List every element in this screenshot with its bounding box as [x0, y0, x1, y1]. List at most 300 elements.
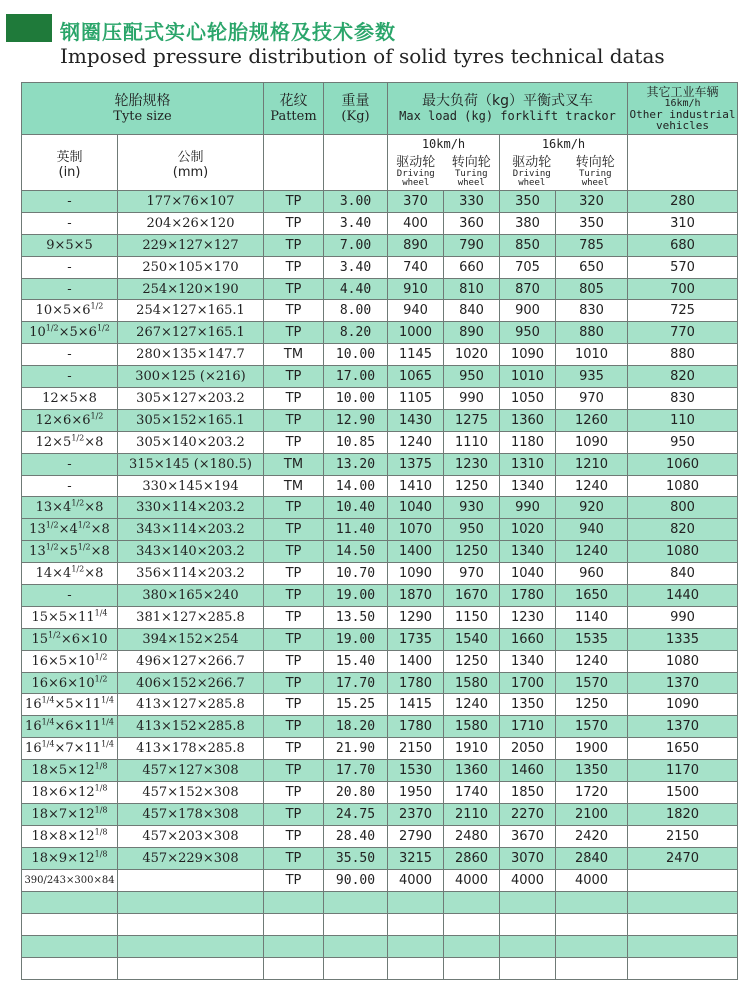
inch-main: -: [67, 369, 72, 385]
weight-cell: 7.00: [324, 234, 388, 256]
pattern-cell: TP: [264, 803, 324, 825]
blank-cell: [264, 935, 324, 957]
metric-cell: 330×145×194: [118, 475, 264, 497]
weight-cell: 90.00: [324, 869, 388, 891]
pattern-cell: TP: [264, 869, 324, 891]
drive-10-cell: 1410: [388, 475, 444, 497]
inch-cell: [22, 628, 118, 650]
weight-cell: 19.00: [324, 628, 388, 650]
drive-16-cell: 2050: [500, 738, 556, 760]
metric-cell: 305×140×203.2: [118, 431, 264, 453]
turn-10-cell: 330: [444, 191, 500, 213]
metric-cell: 413×178×285.8: [118, 738, 264, 760]
inch-sup: 1/2: [71, 433, 85, 443]
blank-cell: [324, 935, 388, 957]
weight-header: 重量 (Kg): [324, 83, 388, 135]
inch-main: 13: [29, 522, 46, 538]
weight-cell: 15.40: [324, 650, 388, 672]
turn-10-cell: 1670: [444, 585, 500, 607]
inch-main: -: [67, 587, 72, 603]
other-vehicles-cell: 1650: [628, 738, 738, 760]
blank-cell: [500, 935, 556, 957]
other-vehicles-cell: 950: [628, 431, 738, 453]
turn-16-cell: 320: [556, 191, 628, 213]
turn-16-cell: 1010: [556, 344, 628, 366]
metric-cell: 177×76×107: [118, 191, 264, 213]
blank-cell: [444, 913, 500, 935]
pattern-cell: TP: [264, 278, 324, 300]
drive-16-cell: 1780: [500, 585, 556, 607]
turn-10-cell: 930: [444, 497, 500, 519]
metric-cell: 204×26×120: [118, 212, 264, 234]
inch-sup: 1/4: [41, 739, 55, 749]
turn-16-cell: 1250: [556, 694, 628, 716]
turn-10-cell: 890: [444, 322, 500, 344]
pattern-cell: TP: [264, 519, 324, 541]
turn-10-cell: 660: [444, 256, 500, 278]
table-row: [22, 191, 738, 213]
other-vehicles-cell: 680: [628, 234, 738, 256]
drive-16-cell: 1710: [500, 716, 556, 738]
weight-cell: 8.20: [324, 322, 388, 344]
inch-cell: [22, 212, 118, 234]
weight-cell: 10.40: [324, 497, 388, 519]
blank-cell: [22, 891, 118, 913]
blank-cell: [444, 891, 500, 913]
inch-sup: 1/2: [45, 542, 59, 552]
table-row: [22, 803, 738, 825]
table-row: [22, 453, 738, 475]
pattern-cell: TP: [264, 191, 324, 213]
metric-cell: 300×125 (×216): [118, 366, 264, 388]
other-vehicles-cell: 570: [628, 256, 738, 278]
table-row: [22, 782, 738, 804]
pattern-header: 花纹 Pattem: [264, 83, 324, 135]
pattern-cell: TP: [264, 782, 324, 804]
turn-16-cell: 2100: [556, 803, 628, 825]
turn-10-cell: 1230: [444, 453, 500, 475]
drive-10-cell: 940: [388, 300, 444, 322]
inch-tail: ×5×11: [54, 697, 102, 713]
turn-16-cell: 1090: [556, 431, 628, 453]
turn-10-cell: 1110: [444, 431, 500, 453]
metric-cell: 229×127×127: [118, 234, 264, 256]
inch-main: 18×6×12: [31, 784, 95, 800]
turn-10-cell: 4000: [444, 869, 500, 891]
inch-main: 16: [25, 741, 42, 757]
tyre-spec-table: [21, 82, 738, 980]
drive-10-cell: 2370: [388, 803, 444, 825]
blank-cell: [388, 957, 444, 979]
metric-cell: 305×127×203.2: [118, 388, 264, 410]
turn-16-cell: 830: [556, 300, 628, 322]
other-vehicles-cell: 2150: [628, 825, 738, 847]
weight-cell: 17.70: [324, 672, 388, 694]
turn-10-cell: 1580: [444, 672, 500, 694]
pattern-cell: TP: [264, 366, 324, 388]
table-row: [22, 585, 738, 607]
other-vehicles-cell: 1090: [628, 694, 738, 716]
metric-cell: 330×114×203.2: [118, 497, 264, 519]
metric-cell: 280×135×147.7: [118, 344, 264, 366]
inch-cell: [22, 606, 118, 628]
inch-main: 12×5×8: [42, 390, 97, 406]
turn-16-cell: 1140: [556, 606, 628, 628]
weight-cell: 10.00: [324, 344, 388, 366]
turn-10-cell: 2110: [444, 803, 500, 825]
blank-cell: [444, 957, 500, 979]
drive-10-cell: 740: [388, 256, 444, 278]
table-row: [22, 300, 738, 322]
turn-16-cell: 1350: [556, 760, 628, 782]
table-row: [22, 606, 738, 628]
other-vehicles-header: 其它工业车辆 16km/h Other industrial vehicles: [628, 83, 738, 135]
inch-cell: [22, 431, 118, 453]
metric-cell: 413×127×285.8: [118, 694, 264, 716]
table-row: [22, 541, 738, 563]
inch-cell: [22, 825, 118, 847]
inch-main: 9×5×5: [46, 237, 93, 253]
inch-cell: [22, 388, 118, 410]
tyre-size-header: 轮胎规格 Tyte size: [22, 83, 264, 135]
other-vehicles-cell: 280: [628, 191, 738, 213]
inch-main: -: [67, 259, 72, 275]
drive-16-cell: 3070: [500, 847, 556, 869]
pattern-cell: TP: [264, 541, 324, 563]
weight-cell: 8.00: [324, 300, 388, 322]
blank-cell: [628, 935, 738, 957]
drive-16-cell: 1340: [500, 650, 556, 672]
metric-cell: 380×165×240: [118, 585, 264, 607]
turn-16-cell: 1720: [556, 782, 628, 804]
turn-10-cell: 2480: [444, 825, 500, 847]
turn-16-cell: 1650: [556, 585, 628, 607]
other-vehicles-cell: 820: [628, 519, 738, 541]
drive-10-cell: 2790: [388, 825, 444, 847]
weight-cell: 14.50: [324, 541, 388, 563]
blank-cell: [22, 935, 118, 957]
blank-row: [22, 935, 738, 957]
inch-cell: [22, 409, 118, 431]
drive-16-cell: 900: [500, 300, 556, 322]
drive-10-cell: 1145: [388, 344, 444, 366]
drive-16-cell: 1850: [500, 782, 556, 804]
turn-16-cell: 2840: [556, 847, 628, 869]
table-row: [22, 278, 738, 300]
turn-16-cell: 785: [556, 234, 628, 256]
drive-16-cell: 1230: [500, 606, 556, 628]
table-row: [22, 716, 738, 738]
metric-cell: 250×105×170: [118, 256, 264, 278]
drive-16-cell: 1340: [500, 541, 556, 563]
weight-cell: 35.50: [324, 847, 388, 869]
weight-cell: 13.20: [324, 453, 388, 475]
inch-main: 12×5: [35, 434, 72, 450]
drive-10-cell: 1415: [388, 694, 444, 716]
drive-16-cell: 1700: [500, 672, 556, 694]
turn-10-cell: 1250: [444, 541, 500, 563]
table-row: [22, 869, 738, 891]
inch-cell: [22, 760, 118, 782]
pattern-cell: TM: [264, 475, 324, 497]
weight-cell: 18.20: [324, 716, 388, 738]
table-row: [22, 738, 738, 760]
table-row: [22, 322, 738, 344]
metric-cell: [118, 869, 264, 891]
page-title-en: Imposed pressure distribution of solid tyres technical datas: [60, 44, 665, 68]
turn-16-cell: 1240: [556, 475, 628, 497]
blank-cell: [264, 891, 324, 913]
inch-tail: ×5: [58, 544, 78, 560]
drive-16-cell: 870: [500, 278, 556, 300]
inch-sup: 1/2: [45, 520, 59, 530]
other-vehicles-cell: 1060: [628, 453, 738, 475]
table-row: [22, 344, 738, 366]
inch-sup: 1/2: [94, 674, 108, 684]
metric-subheader: 公制 (mm): [118, 135, 264, 191]
pattern-cell: TP: [264, 256, 324, 278]
turn-16-cell: 1570: [556, 716, 628, 738]
blank-cell: [500, 891, 556, 913]
inch-sup: 1/2: [71, 564, 85, 574]
inch-tail: ×8: [84, 500, 104, 516]
pattern-cell: TP: [264, 563, 324, 585]
metric-cell: 457×152×308: [118, 782, 264, 804]
weight-cell: 4.40: [324, 278, 388, 300]
turn-10-cell: 810: [444, 278, 500, 300]
inch-cell: [22, 694, 118, 716]
drive-16-cell: 350: [500, 191, 556, 213]
other-vehicles-cell: 800: [628, 497, 738, 519]
blank-cell: [500, 913, 556, 935]
pattern-cell: TP: [264, 694, 324, 716]
pattern-cell: TP: [264, 716, 324, 738]
turn-16-cell: 1260: [556, 409, 628, 431]
inch-cell: [22, 847, 118, 869]
turn-16-cell: 920: [556, 497, 628, 519]
inch-main: 13: [29, 544, 46, 560]
pattern-cell: TP: [264, 606, 324, 628]
drive-16-cell: 1360: [500, 409, 556, 431]
metric-cell: 406×152×266.7: [118, 672, 264, 694]
pattern-cell: TP: [264, 628, 324, 650]
inch-cell: [22, 585, 118, 607]
inch-main: 16×5×10: [31, 653, 95, 669]
turn-10-cell: 1250: [444, 475, 500, 497]
weight-cell: 12.90: [324, 409, 388, 431]
weight-cell: 21.90: [324, 738, 388, 760]
table-row: [22, 409, 738, 431]
inch-cell: [22, 366, 118, 388]
blank-cell: [118, 891, 264, 913]
drive-16-cell: 1350: [500, 694, 556, 716]
inch-tail: ×8: [90, 544, 110, 560]
table-row: [22, 497, 738, 519]
turn-16-cell: 1240: [556, 650, 628, 672]
inch-sup: 1/8: [94, 849, 108, 859]
drive-10-cell: 1065: [388, 366, 444, 388]
inch-tail: ×7×11: [54, 741, 102, 757]
blank-cell: [556, 891, 628, 913]
inch-cell: [22, 453, 118, 475]
inch-tail: ×5×6: [58, 325, 97, 341]
pattern-cell: TP: [264, 847, 324, 869]
turn-16-cell: 4000: [556, 869, 628, 891]
turn-10-cell: 950: [444, 519, 500, 541]
table-row: [22, 256, 738, 278]
turn-10-cell: 790: [444, 234, 500, 256]
other-vehicles-cell: 1820: [628, 803, 738, 825]
table-row: [22, 760, 738, 782]
turn-16-cell: 940: [556, 519, 628, 541]
inch-main: -: [67, 478, 72, 494]
other-vehicles-cell: 1440: [628, 585, 738, 607]
drive-10-cell: 890: [388, 234, 444, 256]
pattern-cell: TP: [264, 760, 324, 782]
turn-10-cell: 1360: [444, 760, 500, 782]
inch-sup: 1/4: [101, 717, 114, 727]
other-vehicles-cell: 1080: [628, 541, 738, 563]
turn-10-cell: 990: [444, 388, 500, 410]
drive-16-cell: 380: [500, 212, 556, 234]
turn-10-cell: 970: [444, 563, 500, 585]
inch-cell: [22, 322, 118, 344]
pattern-cell: TP: [264, 650, 324, 672]
inch-cell: [22, 803, 118, 825]
metric-cell: 356×114×203.2: [118, 563, 264, 585]
inch-main: 18×8×12: [31, 828, 95, 844]
inch-sup: 1/4: [41, 696, 55, 706]
inch-cell: [22, 475, 118, 497]
turn-10-cell: 1250: [444, 650, 500, 672]
inch-cell: [22, 738, 118, 760]
other-vehicles-cell: 820: [628, 366, 738, 388]
pattern-cell: TP: [264, 300, 324, 322]
metric-cell: 457×127×308: [118, 760, 264, 782]
inch-cell: [22, 869, 118, 891]
turn-16-cell: 935: [556, 366, 628, 388]
table-row: [22, 847, 738, 869]
blank-cell: [118, 935, 264, 957]
turn-10-cell: 1150: [444, 606, 500, 628]
drive-16-cell: 705: [500, 256, 556, 278]
weight-cell: 11.40: [324, 519, 388, 541]
inch-sup: 1/4: [101, 696, 114, 706]
other-vehicles-cell: 1370: [628, 672, 738, 694]
blank-cell: [118, 913, 264, 935]
inch-main: 13×4: [35, 500, 72, 516]
turn-10-cell: 1540: [444, 628, 500, 650]
turn-16-cell: 1900: [556, 738, 628, 760]
table-row: [22, 825, 738, 847]
turn-10-subheader: 转向轮 Turing wheel: [451, 155, 491, 188]
pattern-subheader-blank: [264, 135, 324, 191]
drive-10-cell: 1430: [388, 409, 444, 431]
drive-10-cell: 1240: [388, 431, 444, 453]
inch-cell: [22, 716, 118, 738]
other-vehicles-cell: 830: [628, 388, 738, 410]
metric-cell: 267×127×165.1: [118, 322, 264, 344]
table-row: [22, 475, 738, 497]
drive-10-cell: 1870: [388, 585, 444, 607]
other-vehicles-cell: 990: [628, 606, 738, 628]
inch-cell: [22, 278, 118, 300]
inch-main: -: [67, 347, 72, 363]
other-vehicles-cell: 110: [628, 409, 738, 431]
inch-main: 15×5×11: [31, 609, 95, 625]
blank-cell: [628, 913, 738, 935]
drive-10-cell: 4000: [388, 869, 444, 891]
table-row: [22, 519, 738, 541]
inch-main: 10×5×6: [35, 303, 91, 319]
inch-cell: [22, 650, 118, 672]
other-vehicles-cell: 1370: [628, 716, 738, 738]
turn-10-cell: 950: [444, 366, 500, 388]
speed-16-group: 16km/h 驱动轮 Driving wheel 转向轮 Turing wheel: [500, 135, 628, 191]
weight-cell: 10.00: [324, 388, 388, 410]
inch-main: 18×9×12: [31, 850, 95, 866]
inch-cell: [22, 541, 118, 563]
other-vehicles-cell: 770: [628, 322, 738, 344]
inch-cell: [22, 672, 118, 694]
drive-16-cell: 1310: [500, 453, 556, 475]
inch-subheader: 英制 (in): [22, 135, 118, 191]
pattern-cell: TP: [264, 497, 324, 519]
other-vehicles-cell: 310: [628, 212, 738, 234]
inch-sup: 1/2: [90, 411, 104, 421]
table-row: [22, 388, 738, 410]
blank-cell: [556, 957, 628, 979]
metric-cell: 343×140×203.2: [118, 541, 264, 563]
drive-10-subheader: 驱动轮 Driving wheel: [396, 155, 436, 188]
blank-cell: [324, 913, 388, 935]
metric-cell: 457×229×308: [118, 847, 264, 869]
drive-10-cell: 1400: [388, 650, 444, 672]
blank-cell: [556, 935, 628, 957]
inch-sup: 1/2: [94, 652, 108, 662]
inch-cell: [22, 782, 118, 804]
turn-10-cell: 1275: [444, 409, 500, 431]
blank-cell: [118, 957, 264, 979]
blank-cell: [444, 935, 500, 957]
other-vehicles-cell: 725: [628, 300, 738, 322]
table-row: [22, 234, 738, 256]
turn-10-cell: 2860: [444, 847, 500, 869]
inch-main: 16: [25, 719, 42, 735]
metric-cell: 343×114×203.2: [118, 519, 264, 541]
drive-10-cell: 1950: [388, 782, 444, 804]
other-vehicles-cell: 2470: [628, 847, 738, 869]
metric-cell: 315×145 (×180.5): [118, 453, 264, 475]
metric-cell: 381×127×285.8: [118, 606, 264, 628]
blank-cell: [628, 957, 738, 979]
blank-cell: [388, 935, 444, 957]
table-row: [22, 650, 738, 672]
inch-cell: [22, 519, 118, 541]
drive-16-cell: 4000: [500, 869, 556, 891]
inch-tail: ×8: [84, 566, 104, 582]
turn-10-cell: 1240: [444, 694, 500, 716]
drive-10-cell: 1105: [388, 388, 444, 410]
blank-row: [22, 891, 738, 913]
drive-16-cell: 1050: [500, 388, 556, 410]
blank-cell: [628, 891, 738, 913]
turn-10-cell: 1910: [444, 738, 500, 760]
turn-10-cell: 1580: [444, 716, 500, 738]
pattern-cell: TP: [264, 234, 324, 256]
drive-10-cell: 400: [388, 212, 444, 234]
pattern-cell: TP: [264, 322, 324, 344]
